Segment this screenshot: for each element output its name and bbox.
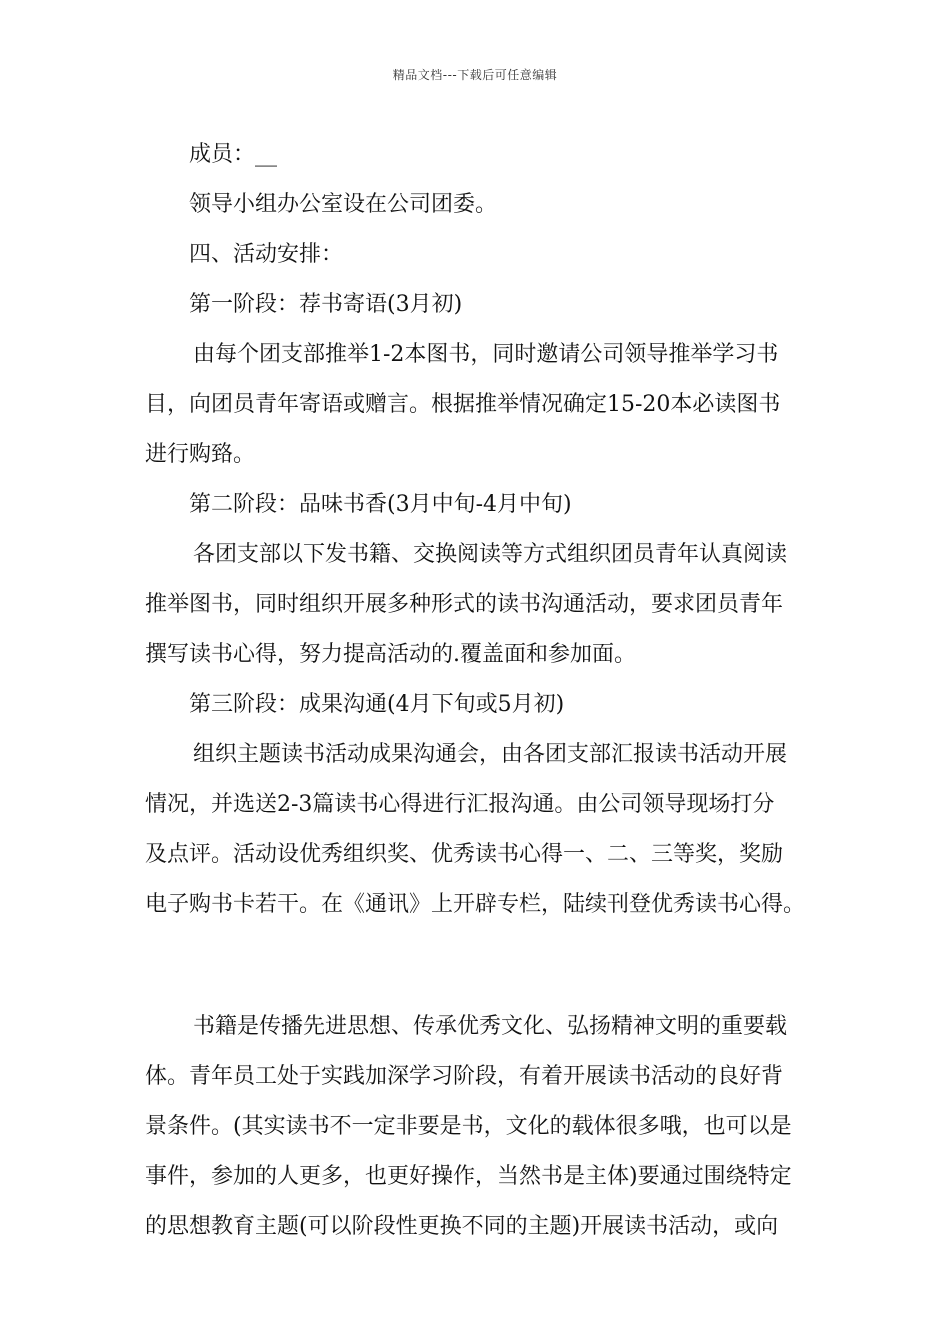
members-line: 成员：__ <box>189 142 278 167</box>
paragraph-line: 景条件。(其实读书不一定非要是书，文化的载体很多哦，也可以是 <box>145 1114 792 1139</box>
paragraph-line: 目，向团员青年寄语或赠言。根据推举情况确定15-20本必读图书 <box>145 392 781 417</box>
phase-two-heading: 第二阶段：品味书香(3月中旬-4月中旬) <box>189 492 572 517</box>
office-line: 领导小组办公室设在公司团委。 <box>189 192 498 217</box>
paragraph-line: 情况，并选送2-3篇读书心得进行汇报沟通。由公司领导现场打分 <box>145 792 775 817</box>
paragraph-line: 推举图书，同时组织开展多种形式的读书沟通活动，要求团员青年 <box>145 592 784 617</box>
paragraph-line: 的思想教育主题(可以阶段性更换不同的主题)开展读书活动，或向 <box>145 1214 779 1239</box>
paragraph-line: 事件，参加的人更多，也更好操作，当然书是主体)要通过围绕特定 <box>145 1164 792 1189</box>
paragraph-line: 进行购臵。 <box>145 442 256 467</box>
document-body <box>145 130 815 1252</box>
paragraph-line: 各团支部以下发书籍、交换阅读等方式组织团员青年认真阅读 <box>193 542 788 567</box>
paragraph-gap <box>145 930 815 1002</box>
paragraph-line: 及点评。活动设优秀组织奖、优秀读书心得一、二、三等奖，奖励 <box>145 842 784 867</box>
paragraph-line: 撰写读书心得，努力提高活动的.覆盖面和参加面。 <box>145 642 636 667</box>
page-header: 精品文档---下载后可任意编辑 <box>392 68 558 82</box>
paragraph-line: 书籍是传播先进思想、传承优秀文化、弘扬精神文明的重要载 <box>193 1014 788 1039</box>
paragraph-line: 由每个团支部推举1-2本图书，同时邀请公司领导推举学习书 <box>193 342 779 367</box>
paragraph-line: 体。青年员工处于实践加深学习阶段，有着开展读书活动的良好背 <box>145 1064 784 1089</box>
paragraph-line: 电子购书卡若干。在《通讯》上开辟专栏，陆续刊登优秀读书心得。 <box>145 892 806 917</box>
section-heading-activities: 四、活动安排： <box>189 242 344 267</box>
phase-one-heading: 第一阶段：荐书寄语(3月初) <box>189 292 463 317</box>
paragraph-line: 组织主题读书活动成果沟通会，由各团支部汇报读书活动开展 <box>193 742 788 767</box>
phase-three-heading: 第三阶段：成果沟通(4月下旬或5月初) <box>189 692 565 717</box>
